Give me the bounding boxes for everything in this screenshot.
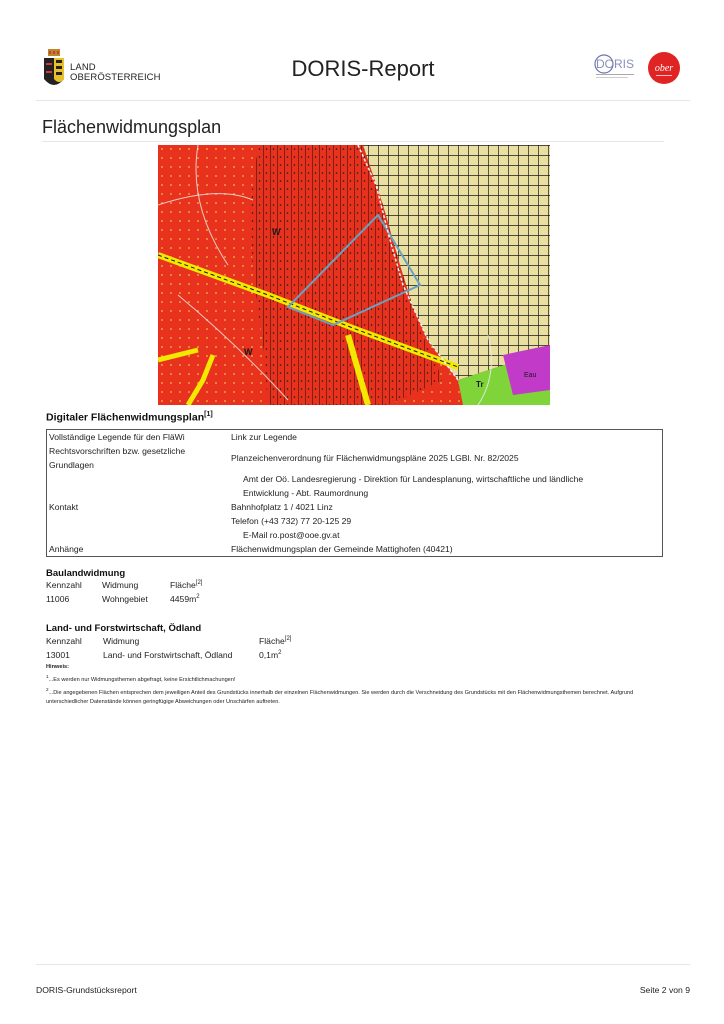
recht-label-line1: Rechtsvorschriften bzw. gesetzliche — [49, 446, 186, 456]
table-row — [47, 542, 663, 557]
table-row — [47, 472, 663, 542]
table-row — [47, 444, 663, 472]
legende-label: Vollständige Legende für den FläWi — [49, 432, 185, 442]
bauland-flaeche — [170, 594, 200, 604]
footer-report-name: DORIS-Grundstücksreport — [36, 985, 137, 995]
col-flaeche-ref: [2] — [195, 580, 203, 587]
digital-heading-ref: [1] — [204, 411, 213, 418]
bauland-table — [46, 580, 346, 608]
col-flaeche — [170, 580, 202, 590]
bauland-heading: Baulandwidmung — [46, 568, 126, 579]
note2-text: ...Die angegebenen Flächen entsprechen dem jeweiligen Anteil des Grundstücks innerhalb der einzelnen Flächenwidmungen. Sie werden durch die Verschneidung des Grundstücks mit den Flächenwidmungsthemen berechnet. Aufgrund unterschiedlicher Datenstände können geringfügige Abweichungen oder Unschärfen auftreten. — [46, 689, 634, 705]
col-flaeche-ref: [2] — [284, 636, 292, 643]
kontakt-value — [229, 472, 663, 542]
table-header-row — [46, 580, 346, 594]
forst-widmung: Land- und Forstwirtschaft, Ödland — [103, 650, 233, 660]
bauland-widmung: Wohngebiet — [102, 594, 148, 604]
forst-flaeche-value: 0,1m — [259, 650, 279, 660]
table-header-row — [46, 636, 366, 650]
header-divider — [36, 100, 690, 101]
org-name-line1: LAND — [70, 62, 96, 73]
zoning-map — [158, 145, 550, 405]
footer-divider — [36, 964, 690, 965]
footer-page-number: Seite 2 von 9 — [639, 985, 690, 995]
note2-mark: 2 — [46, 686, 49, 692]
kontakt-label: Kontakt — [49, 502, 79, 512]
kontakt-line-1: Amt der Oö. Landesregierung - Direktion für Landesplanung, wirtschaftliche und ländliche — [243, 474, 584, 484]
col-widmung: Widmung — [102, 580, 139, 590]
report-title: DORIS-Report — [291, 56, 435, 81]
ober-logo — [647, 51, 681, 85]
org-name-line2: OBERÖSTERREICH — [70, 72, 161, 83]
anhaenge-link[interactable]: Flächenwidmungsplan der Gemeinde Mattighofen (40421) — [231, 544, 453, 554]
kontakt-line-3: Bahnhofplatz 1 / 4021 Linz — [231, 502, 333, 512]
recht-value: Planzeichenverordnung für Flächenwidmungspläne 2025 LGBl. Nr. 82/2025 — [231, 453, 519, 463]
col-widmung: Widmung — [103, 636, 140, 646]
map-label-w1: W — [272, 227, 281, 237]
col-flaeche-text: Fläche — [259, 636, 285, 646]
recht-label-line2: Grundlagen — [49, 460, 94, 470]
map-label-eau: Eau — [524, 372, 537, 379]
table-row — [46, 650, 366, 664]
col-kennzahl: Kennzahl — [46, 636, 82, 646]
digital-heading — [46, 411, 213, 424]
kontakt-email[interactable]: E-Mail ro.post@ooe.gv.at — [243, 530, 340, 540]
note1-text: ...Es werden nur Widmungsthemen abgefragt, keine Ersichtlichmachungen! — [48, 676, 236, 683]
section-divider — [42, 141, 664, 142]
digital-heading-text: Digitaler Flächenwidmungsplan — [46, 411, 205, 424]
hinweis-note-2 — [46, 685, 676, 707]
note1-mark: 1 — [46, 674, 49, 679]
forst-table — [46, 636, 366, 664]
forst-flaeche — [259, 650, 281, 660]
table-row — [46, 594, 346, 608]
hinweis-title: Hinweis: — [46, 664, 70, 670]
map-label-w2: W — [244, 347, 253, 357]
bauland-kennzahl: 11006 — [46, 594, 70, 604]
bauland-flaeche-exp: 2 — [196, 594, 200, 601]
ober-logo-text: ober — [654, 63, 674, 74]
doris-logo — [592, 53, 640, 83]
col-flaeche — [259, 636, 291, 646]
legende-link[interactable]: Link zur Legende — [231, 432, 297, 442]
section-title: Flächenwidmungsplan — [42, 117, 222, 137]
doris-logo-text: DORIS — [596, 57, 635, 71]
hinweis-block — [46, 663, 676, 707]
forst-kennzahl: 13001 — [46, 650, 70, 660]
kontakt-line-4: Telefon (+43 732) 77 20-125 29 — [231, 516, 352, 526]
forst-flaeche-exp: 2 — [278, 650, 282, 657]
info-table — [46, 429, 663, 557]
table-row — [47, 430, 663, 445]
anhaenge-label: Anhänge — [49, 544, 84, 554]
bauland-flaeche-value: 4459m — [170, 594, 197, 604]
hinweis-note-1 — [46, 672, 676, 685]
map-label-tr: Tr — [476, 380, 484, 389]
recht-label — [47, 444, 230, 472]
kontakt-line-2: Entwicklung - Abt. Raumordnung — [243, 488, 369, 498]
report-header — [36, 45, 690, 97]
col-flaeche-text: Fläche — [170, 580, 196, 590]
forst-heading: Land- und Forstwirtschaft, Ödland — [46, 623, 202, 634]
col-kennzahl: Kennzahl — [46, 580, 82, 590]
